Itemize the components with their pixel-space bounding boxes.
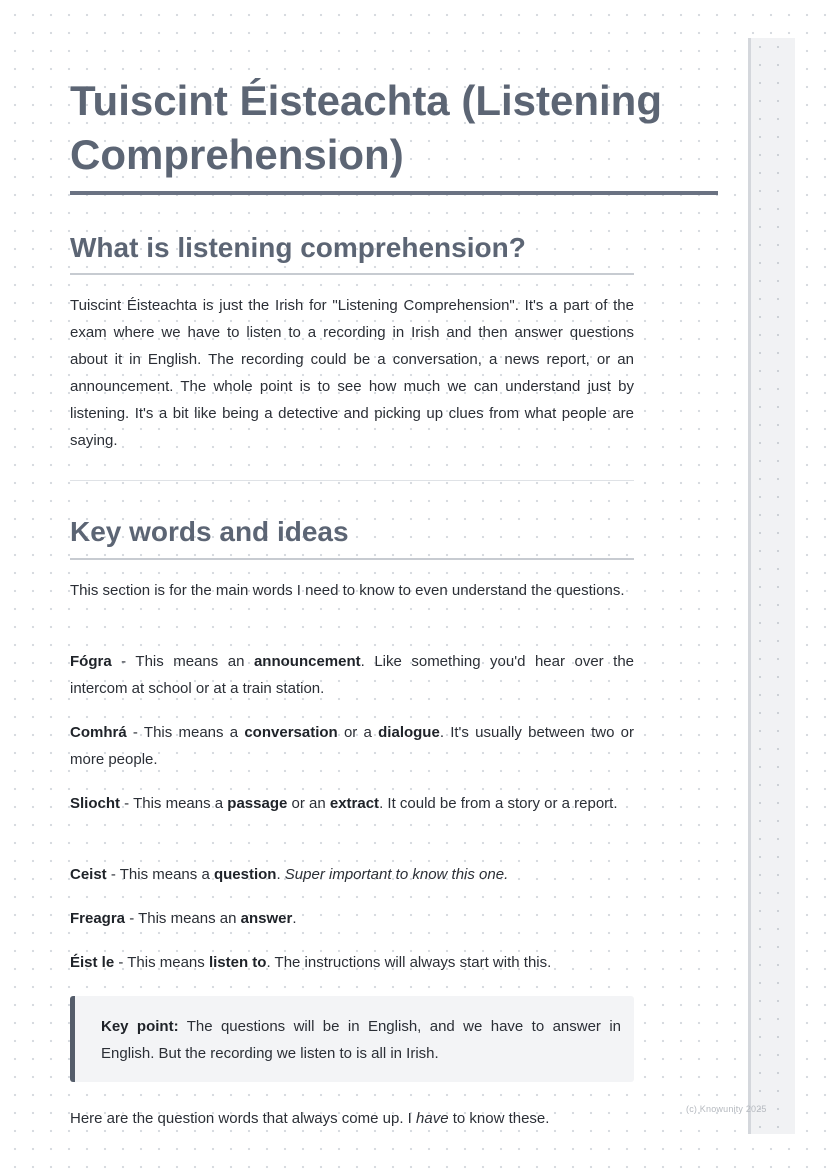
term-fogra: Fógra - This means an announcement. Like something you'd hear over the intercom at school or at a train station. <box>70 653 635 697</box>
section-heading-what-is: What is listening comprehension? <box>70 232 526 263</box>
term-label: Fógra <box>70 653 112 670</box>
term-label: Éist le <box>70 954 115 971</box>
term-note: Super important to know this one. <box>284 866 509 883</box>
term-keyword: conversation <box>244 724 338 741</box>
term-label: Freagra <box>70 910 126 927</box>
section-divider <box>70 558 634 560</box>
term-label: Sliocht <box>70 795 121 812</box>
closing-line: Here are the question words that always come up. I have to know these. <box>70 1110 550 1127</box>
term-keyword: dialogue <box>378 724 440 741</box>
watermark: (c) Knowunity 2025 <box>686 1104 767 1114</box>
term-keyword: extract <box>329 795 380 812</box>
title-divider <box>70 191 718 195</box>
side-rail <box>748 38 795 1134</box>
section-heading-key-words: Key words and ideas <box>70 516 349 547</box>
key-point-callout <box>70 996 634 1082</box>
key-point-text: Key point: The questions will be in English, and we have to answer in English. But the recording we listen to is all in Irish. <box>101 1018 621 1062</box>
term-eist-le: Éist le - This means listen to. The instructions will always start with this. <box>70 954 552 971</box>
term-sliocht: Sliocht - This means a passage or an extract. It could be from a story or a report. <box>70 795 618 812</box>
term-keyword: question <box>213 866 277 883</box>
section-separator <box>70 480 634 481</box>
key-point-label: Key point: <box>101 1018 179 1035</box>
section-body-what-is: Tuiscint Éisteachta is just the Irish for "Listening Comprehension". It's a part of the exam where we have to listen to a recording in Irish and then answer questions about it in English. The recording could be a conversation, a news report, or an announcement. The whole point is to see how much we can understand just by listening. It's a bit like being a detective and picking up clues from what people are saying. <box>70 297 634 449</box>
section-divider <box>70 273 634 275</box>
term-keyword: announcement <box>253 653 361 670</box>
term-label: Comhrá <box>70 724 127 741</box>
term-comhra: Comhrá - This means a conversation or a dialogue. It's usually between two or more people. <box>70 724 634 768</box>
key-words-intro: This section is for the main words I need to know to even understand the questions. <box>70 582 625 599</box>
term-ceist: Ceist - This means a question. Super important to know this one. <box>70 866 509 883</box>
term-freagra: Freagra - This means an answer. <box>70 910 297 927</box>
term-label: Ceist <box>70 866 107 883</box>
term-keyword: answer <box>240 910 293 927</box>
term-keyword: listen to <box>208 954 267 971</box>
page-title: Tuiscint Éisteachta (Listening Comprehension) <box>70 77 662 178</box>
term-keyword: passage <box>227 795 288 812</box>
